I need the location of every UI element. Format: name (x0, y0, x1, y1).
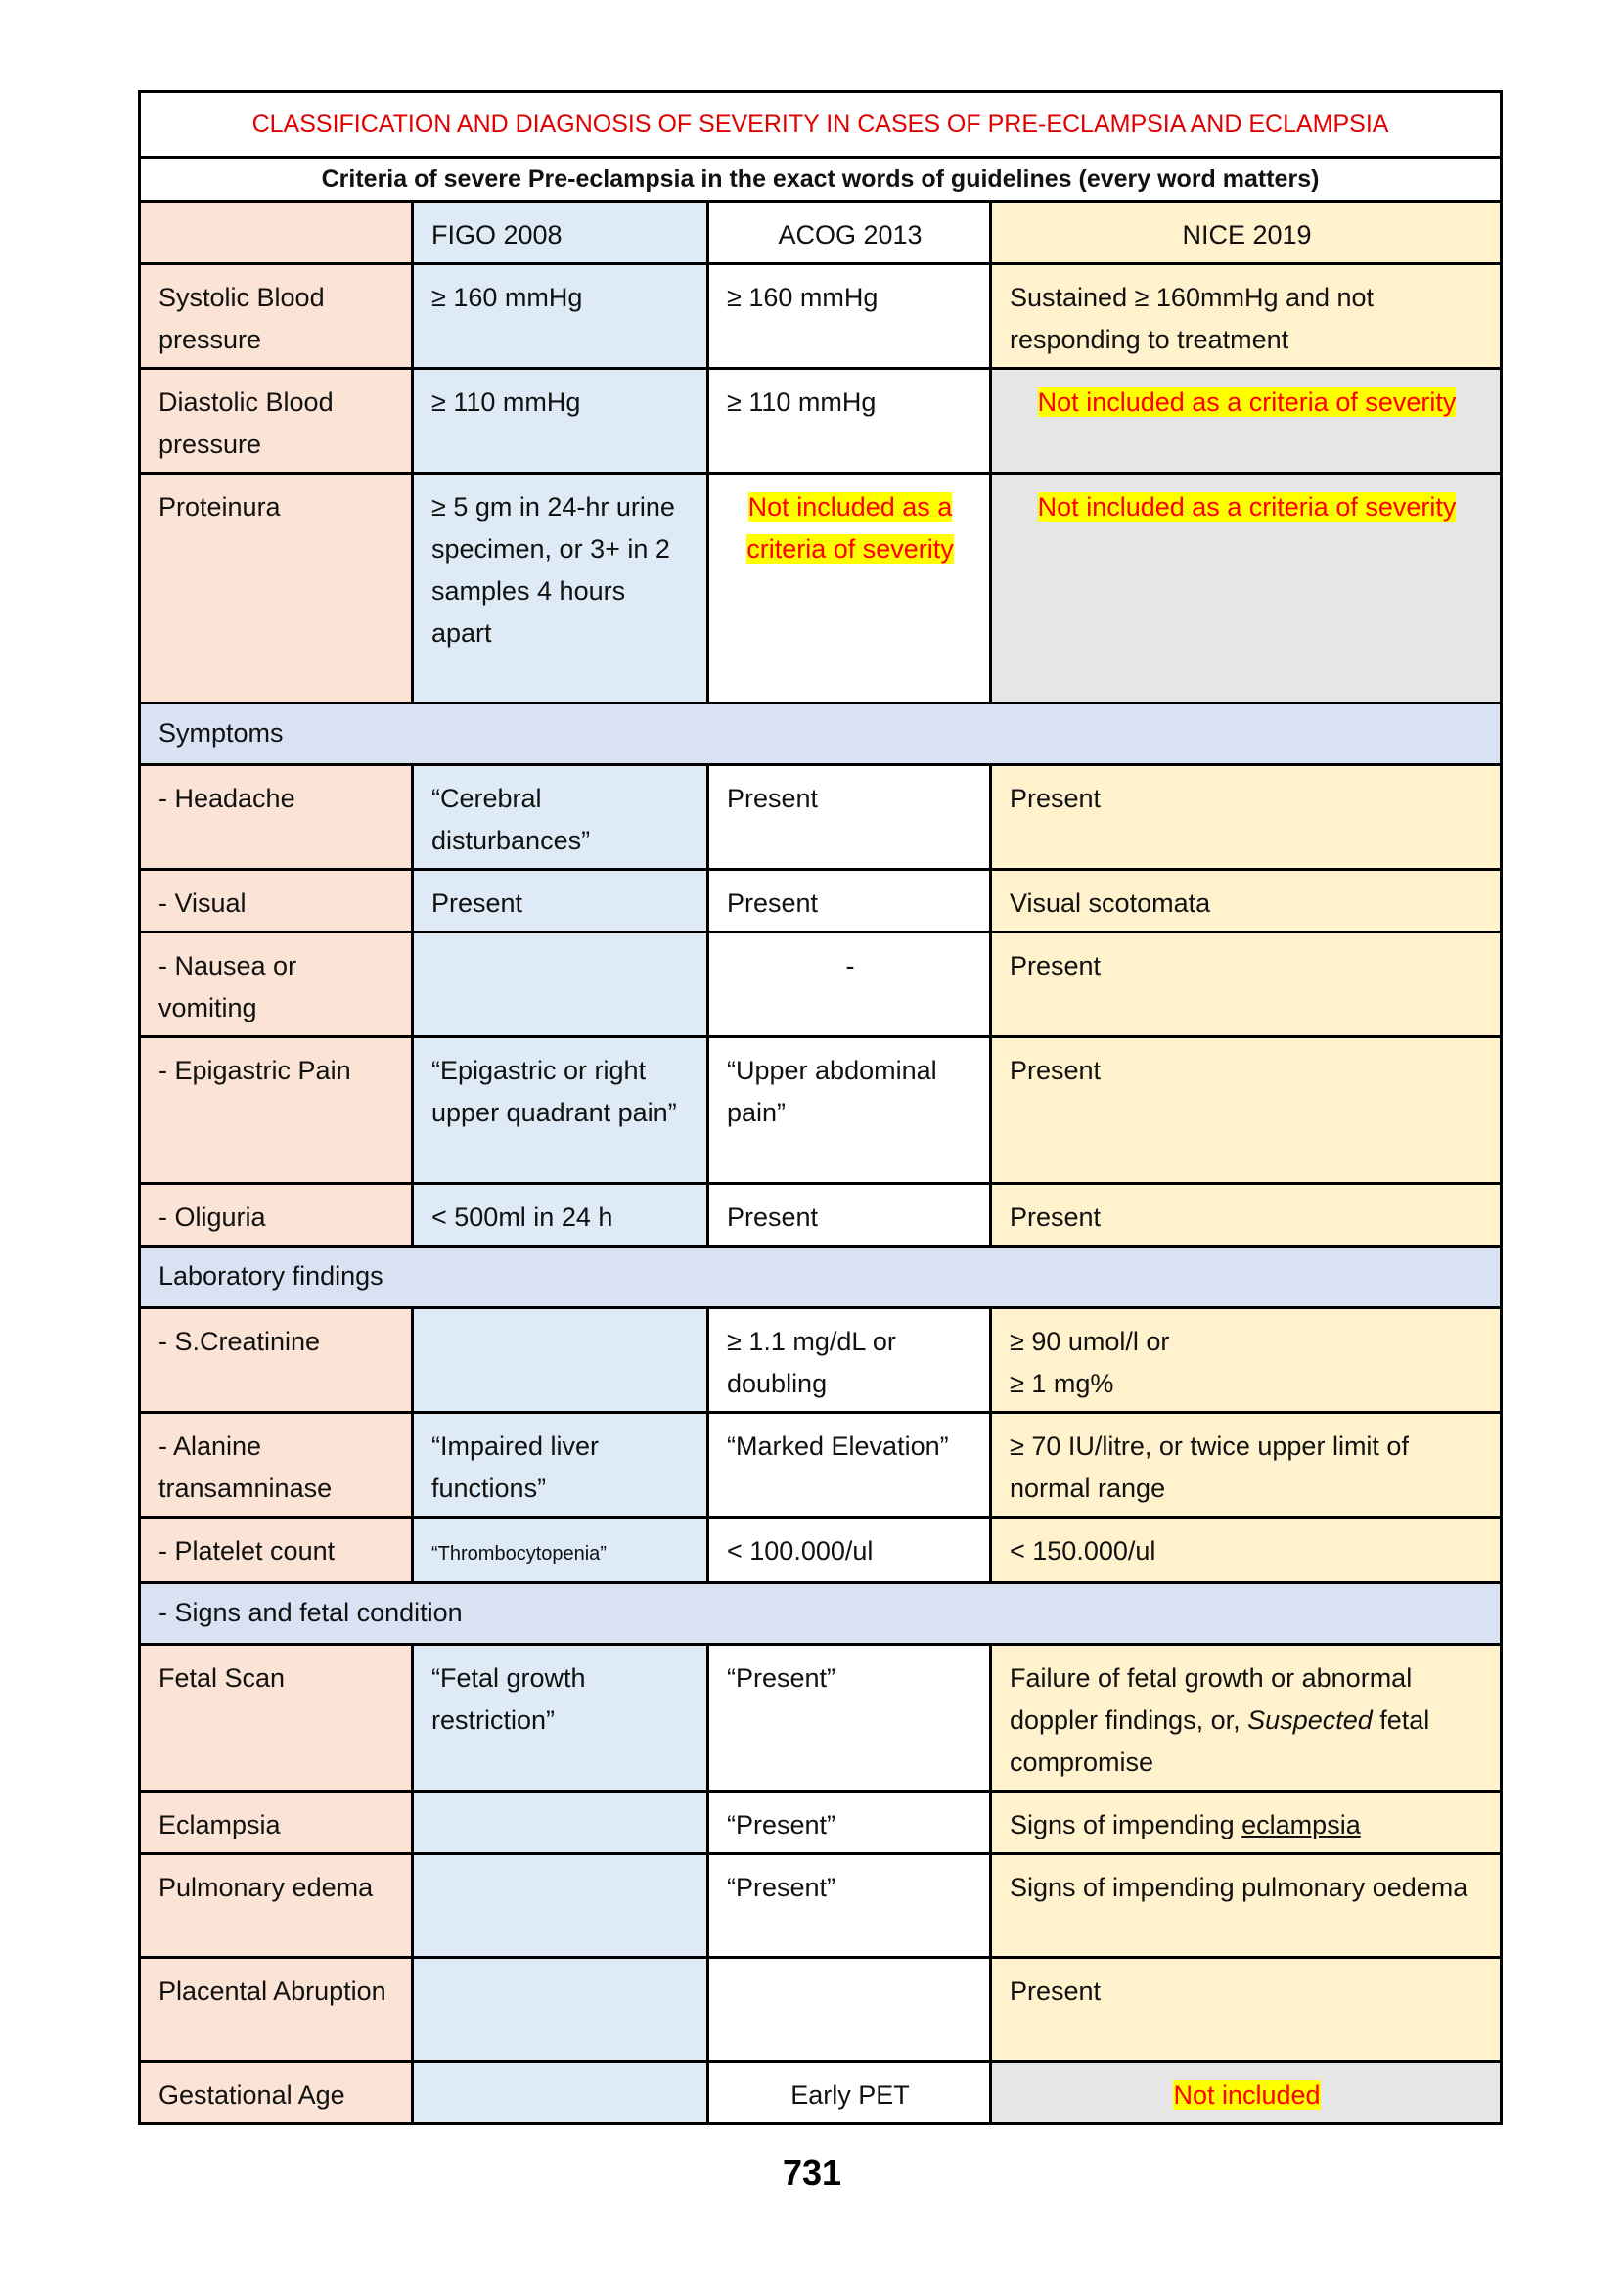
table-row (140, 1413, 1502, 1518)
acog-cell: < 100.000/ul (708, 1518, 991, 1583)
subtitle-row (140, 158, 1502, 202)
table-row (140, 1518, 1502, 1583)
table-row (140, 1184, 1502, 1247)
acog-cell: ≥ 160 mmHg (708, 264, 991, 369)
figo-cell: Present (413, 870, 708, 932)
table-row (140, 2062, 1502, 2124)
acog-cell: “Present” (708, 1645, 991, 1792)
cell-text-part: Suspected (1247, 1705, 1373, 1735)
row-label: - Oliguria (140, 1184, 413, 1247)
cell-text: - (845, 951, 855, 980)
section-heading: Symptoms (140, 704, 1502, 765)
nice-cell (991, 1792, 1502, 1854)
row-label: - Visual (140, 870, 413, 932)
header-nice: NICE 2019 (991, 202, 1502, 264)
section-row (140, 704, 1502, 765)
nice-cell (991, 474, 1502, 704)
table-row (140, 264, 1502, 369)
acog-cell (708, 932, 991, 1037)
table-row (140, 474, 1502, 704)
header-row (140, 202, 1502, 264)
table-row (140, 1645, 1502, 1792)
cell-text-part: Failure of fetal growth or abnormal doppler findings, or, (1010, 1663, 1413, 1735)
figo-cell: < 500ml in 24 h (413, 1184, 708, 1247)
row-label: Fetal Scan (140, 1645, 413, 1792)
highlighted-note: Not included as a criteria of severity (1037, 492, 1457, 522)
row-label: - Alanine transamninase (140, 1413, 413, 1518)
row-label: Gestational Age (140, 2062, 413, 2124)
title-row (140, 92, 1502, 158)
figo-cell (413, 1854, 708, 1958)
section-row (140, 1247, 1502, 1308)
table-row (140, 932, 1502, 1037)
table-row (140, 1037, 1502, 1184)
cell-text: Early PET (790, 2080, 910, 2110)
row-label: Diastolic Blood pressure (140, 369, 413, 474)
acog-cell (708, 1958, 991, 2062)
row-label: - S.Creatinine (140, 1308, 413, 1413)
nice-cell (991, 369, 1502, 474)
section-row (140, 1583, 1502, 1645)
nice-cell: Present (991, 932, 1502, 1037)
figo-cell: “Cerebral disturbances” (413, 765, 708, 870)
nice-cell: Present (991, 1184, 1502, 1247)
figo-cell: “Epigastric or right upper quadrant pain” (413, 1037, 708, 1184)
row-label: Systolic Blood pressure (140, 264, 413, 369)
header-figo: FIGO 2008 (413, 202, 708, 264)
table-subtitle: Criteria of severe Pre-eclampsia in the exact words of guidelines (every word matters) (140, 158, 1502, 202)
row-label: Eclampsia (140, 1792, 413, 1854)
row-label: - Epigastric Pain (140, 1037, 413, 1184)
acog-cell: Present (708, 765, 991, 870)
section-heading: - Signs and fetal condition (140, 1583, 1502, 1645)
figo-cell (413, 1518, 708, 1583)
severity-criteria-table (138, 90, 1503, 2125)
table-row (140, 765, 1502, 870)
highlighted-note: Not included (1173, 2080, 1321, 2110)
figo-cell: ≥ 160 mmHg (413, 264, 708, 369)
section-heading: Laboratory findings (140, 1247, 1502, 1308)
nice-cell (991, 2062, 1502, 2124)
header-acog: ACOG 2013 (708, 202, 991, 264)
row-label: - Nausea or vomiting (140, 932, 413, 1037)
table-row (140, 1958, 1502, 2062)
acog-cell: Present (708, 870, 991, 932)
figo-cell: “Fetal growth restriction” (413, 1645, 708, 1792)
cell-text-part: Signs of impending (1010, 1810, 1242, 1839)
acog-cell (708, 474, 991, 704)
table-title: CLASSIFICATION AND DIAGNOSIS OF SEVERITY IN CASES OF PRE-ECLAMPSIA AND ECLAMPSIA (140, 92, 1502, 158)
figo-cell (413, 1958, 708, 2062)
figo-cell: “Impaired liver functions” (413, 1413, 708, 1518)
nice-cell: Signs of impending pulmonary oedema (991, 1854, 1502, 1958)
table-row (140, 1854, 1502, 1958)
row-label: - Platelet count (140, 1518, 413, 1583)
acog-cell (708, 2062, 991, 2124)
figo-cell (413, 2062, 708, 2124)
page-number: 731 (782, 2153, 842, 2193)
highlighted-note: Not included as a criteria of severity (1037, 387, 1457, 417)
acog-cell: ≥ 110 mmHg (708, 369, 991, 474)
nice-cell: Present (991, 765, 1502, 870)
row-label: Proteinura (140, 474, 413, 704)
nice-cell: Present (991, 1037, 1502, 1184)
nice-cell: Visual scotomata (991, 870, 1502, 932)
figo-cell (413, 1308, 708, 1413)
nice-cell: Present (991, 1958, 1502, 2062)
cell-text-part: eclampsia (1241, 1810, 1361, 1839)
table-row (140, 1792, 1502, 1854)
row-label: Pulmonary edema (140, 1854, 413, 1958)
nice-cell: Sustained ≥ 160mmHg and not responding to treatment (991, 264, 1502, 369)
table-row (140, 1308, 1502, 1413)
acog-cell: “Upper abdominal pain” (708, 1037, 991, 1184)
cell-text: “Thrombocytopenia” (431, 1543, 607, 1565)
acog-cell: “Marked Elevation” (708, 1413, 991, 1518)
header-blank (140, 202, 413, 264)
row-label: - Headache (140, 765, 413, 870)
figo-cell: ≥ 110 mmHg (413, 369, 708, 474)
table-row (140, 870, 1502, 932)
nice-cell: < 150.000/ul (991, 1518, 1502, 1583)
figo-cell (413, 1792, 708, 1854)
cell-text-part: fetal compromise (1010, 1705, 1430, 1777)
row-label: Placental Abruption (140, 1958, 413, 2062)
acog-cell: “Present” (708, 1792, 991, 1854)
nice-cell: ≥ 90 umol/l or ≥ 1 mg% (991, 1308, 1502, 1413)
figo-cell (413, 932, 708, 1037)
nice-cell: ≥ 70 IU/litre, or twice upper limit of normal range (991, 1413, 1502, 1518)
acog-cell: ≥ 1.1 mg/dL or doubling (708, 1308, 991, 1413)
nice-cell (991, 1645, 1502, 1792)
highlighted-note: Not included as a criteria of severity (746, 492, 954, 564)
figo-cell: ≥ 5 gm in 24-hr urine specimen, or 3+ in 2 samples 4 hours apart (413, 474, 708, 704)
table-row (140, 369, 1502, 474)
acog-cell: “Present” (708, 1854, 991, 1958)
acog-cell: Present (708, 1184, 991, 1247)
